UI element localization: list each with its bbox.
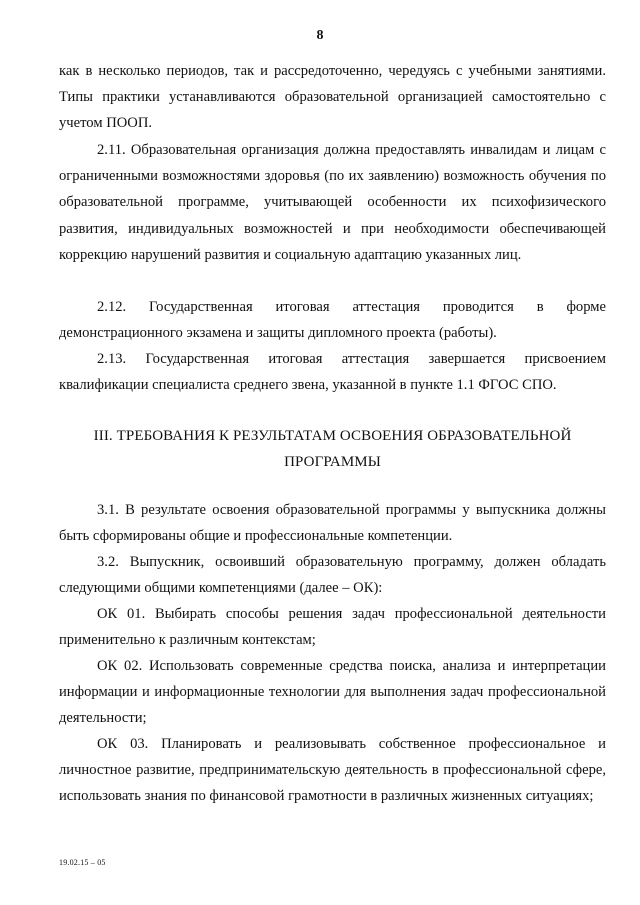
paragraph-ok-02: ОК 02. Использовать современные средства поиска, анализа и интерпретации информации и информационные технологии для выполнения задач профессиональной деятельности; xyxy=(59,658,606,727)
paragraph-ok-03: ОК 03. Планировать и реализовывать собственное профессиональное и личностное развитие, предпринимательскую деятельность в профессиональной сфере, использовать знания по финансовой грамотности в различных жизненных ситуациях; xyxy=(59,736,606,805)
paragraph-2-12: 2.12. Государственная итоговая аттестация проводится в форме демонстрационного экзамена и защиты дипломного проекта (работы). xyxy=(59,299,606,342)
footer-code: 19.02.15 – 05 xyxy=(59,858,106,867)
paragraph-ok-01: ОК 01. Выбирать способы решения задач профессиональной деятельности применительно к различным контекстам; xyxy=(59,606,606,649)
paragraph-3-1: 3.1. В результате освоения образовательной программы у выпускника должны быть сформированы общие и профессиональные компетенции. xyxy=(59,502,606,545)
page-number: 8 xyxy=(316,28,324,43)
paragraph-2-13: 2.13. Государственная итоговая аттестация завершается присвоением квалификации специалиста среднего звена, указанной в пункте 1.1 ФГОС СПО. xyxy=(59,351,606,394)
section-heading: III. ТРЕБОВАНИЯ К РЕЗУЛЬТАТАМ ОСВОЕНИЯ ОБРАЗОВАТЕЛЬНОЙ ПРОГРАММЫ xyxy=(93,428,572,470)
paragraph-3-2: 3.2. Выпускник, освоивший образовательную программу, должен обладать следующими общими компетенциями (далее – ОК): xyxy=(59,554,606,597)
paragraph-practice-continuation: как в несколько периодов, так и рассредоточенно, чередуясь с учебными занятиями. Типы практики устанавливаются образовательной организацией самостоятельно с учетом ПООП. xyxy=(59,63,606,132)
paragraph-2-11: 2.11. Образовательная организация должна предоставлять инвалидам и лицам с ограниченными возможностями здоровья (по их заявлению) возможность обучения по образовательной программе, учитывающей особенности их психофизического развития, индивидуальных возможностей и при необходимости обеспечивающей коррекцию нарушений развития и социальную адаптацию указанных лиц. xyxy=(59,142,606,263)
